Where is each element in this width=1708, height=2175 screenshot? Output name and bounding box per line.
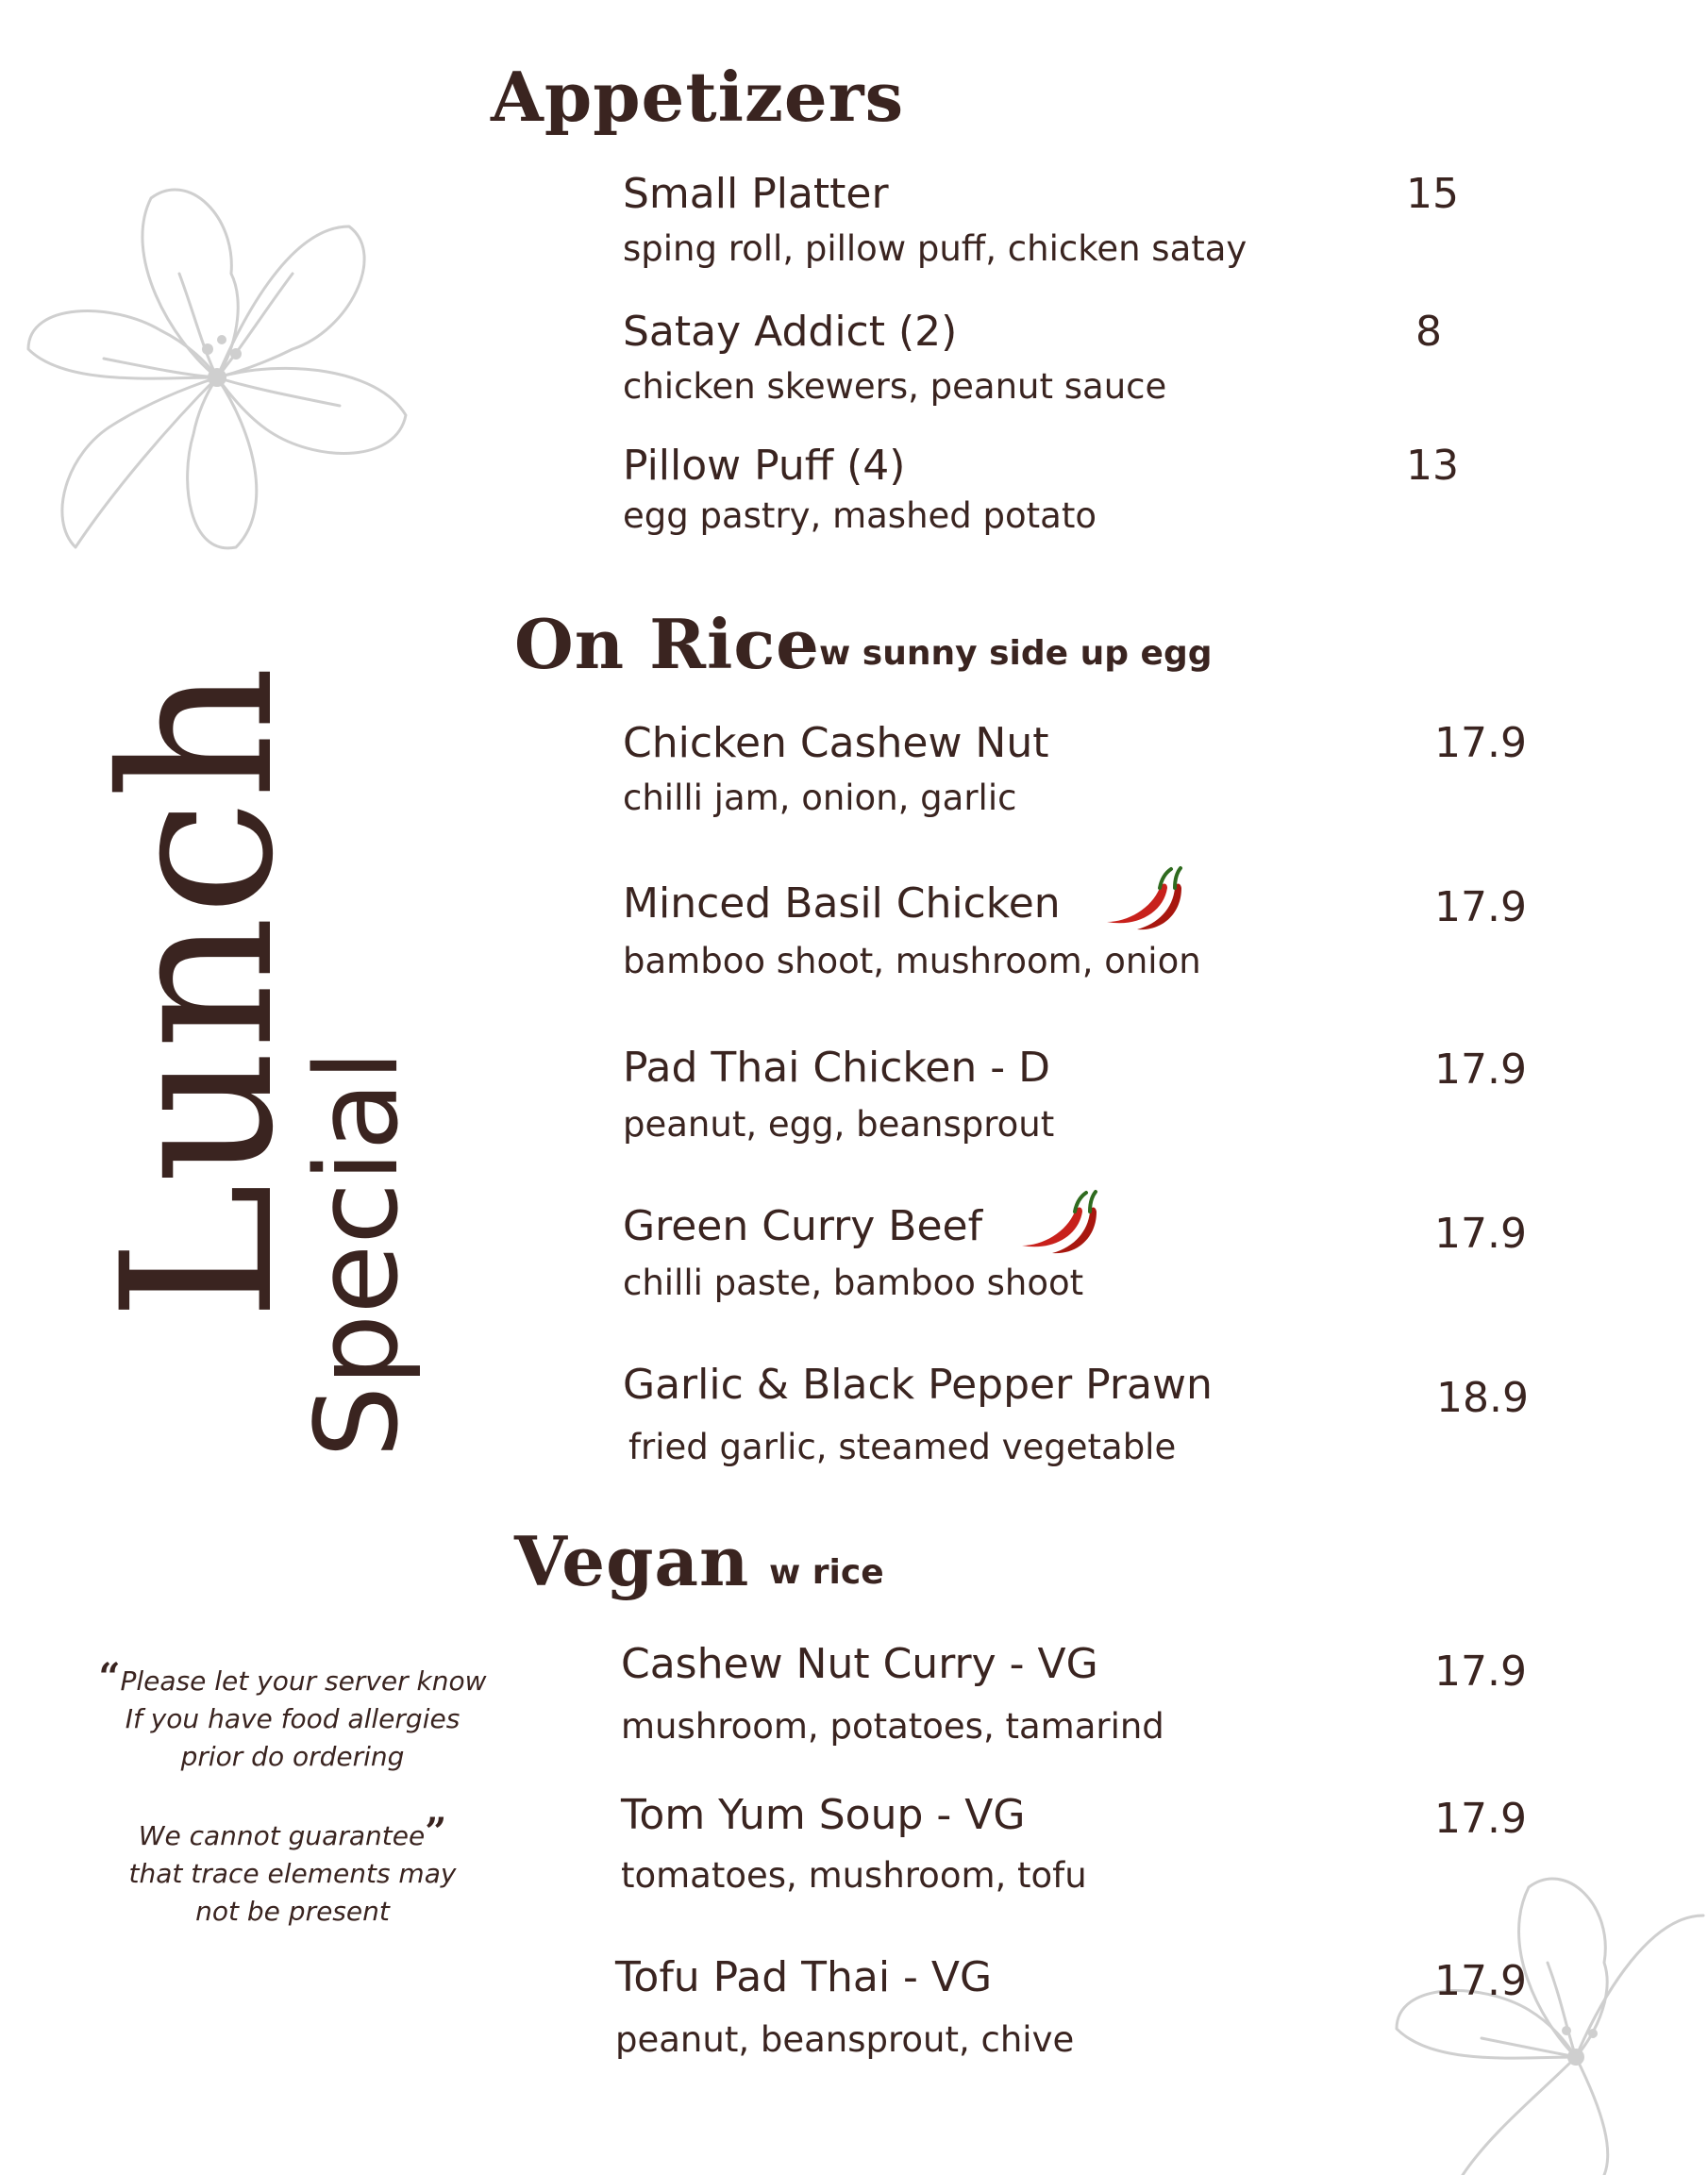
close-quote-icon: ” (425, 1810, 447, 1854)
note-line (66, 1655, 519, 1700)
item-name: Satay Addict (2) (623, 308, 958, 356)
item-name: Chicken Cashew Nut (623, 719, 1049, 767)
section-title-on-rice: On Rice (514, 604, 820, 684)
item-name: Small Platter (623, 170, 889, 218)
note-line: If you have food allergies (125, 1703, 460, 1734)
item-price: 18.9 (1436, 1374, 1529, 1422)
flower-decoration-top (9, 160, 425, 566)
item-desc: sping roll, pillow puff, chicken satay (623, 228, 1248, 269)
item-desc: egg pastry, mashed potato (623, 495, 1097, 536)
item-name: Cashew Nut Curry - VG (621, 1640, 1098, 1688)
item-desc: mushroom, potatoes, tamarind (621, 1706, 1164, 1747)
section-title-appetizers: Appetizers (491, 57, 905, 137)
note-text: We cannot guarantee (138, 1820, 426, 1851)
note-line (66, 1810, 519, 1855)
item-desc: peanut, egg, beansprout (623, 1104, 1055, 1145)
item-price: 17.9 (1434, 1795, 1527, 1843)
flower-decoration-bottom (1378, 1831, 1708, 2175)
item-price: 17.9 (1434, 1210, 1527, 1258)
chili-pepper-icon (1099, 863, 1184, 934)
item-price: 8 (1415, 308, 1442, 356)
note-line: prior do ordering (180, 1741, 405, 1772)
item-desc: tomatoes, mushroom, tofu (621, 1855, 1087, 1896)
note-text: Please let your server know (120, 1665, 487, 1697)
chili-pepper-icon (1014, 1187, 1099, 1258)
allergy-note (66, 1655, 519, 1931)
item-name: Pad Thai Chicken - D (623, 1044, 1050, 1092)
lunch-title: Lunch (77, 665, 319, 1321)
item-name: Minced Basil Chicken (623, 879, 1061, 928)
item-price: 15 (1406, 170, 1459, 218)
section-subtitle-vegan: w rice (769, 1553, 884, 1592)
special-subtitle: Special (293, 1049, 424, 1458)
note-line: not be present (195, 1896, 390, 1927)
item-name: Green Curry Beef (623, 1202, 983, 1250)
note-line: that trace elements may (128, 1858, 457, 1889)
item-price: 17.9 (1434, 1046, 1527, 1094)
item-price: 13 (1406, 442, 1459, 490)
item-desc: bamboo shoot, mushroom, onion (623, 941, 1201, 981)
section-subtitle-on-rice: w sunny side up egg (819, 634, 1213, 673)
item-desc: chilli paste, bamboo shoot (623, 1263, 1084, 1303)
item-price: 17.9 (1434, 719, 1527, 767)
item-desc: fried garlic, steamed vegetable (628, 1427, 1177, 1467)
item-desc: chilli jam, onion, garlic (623, 778, 1017, 818)
item-price: 17.9 (1434, 1957, 1527, 2005)
item-desc: peanut, beansprout, chive (615, 2019, 1075, 2060)
section-title-vegan: Vegan (514, 1521, 750, 1601)
item-name: Tom Yum Soup - VG (621, 1791, 1026, 1839)
item-price: 17.9 (1434, 1648, 1527, 1696)
open-quote-icon: “ (98, 1655, 121, 1699)
item-price: 17.9 (1434, 883, 1527, 931)
item-desc: chicken skewers, peanut sauce (623, 366, 1167, 407)
item-name: Garlic & Black Pepper Prawn (623, 1361, 1213, 1409)
item-name: Tofu Pad Thai - VG (615, 1953, 993, 2001)
item-name: Pillow Puff (4) (623, 442, 906, 490)
